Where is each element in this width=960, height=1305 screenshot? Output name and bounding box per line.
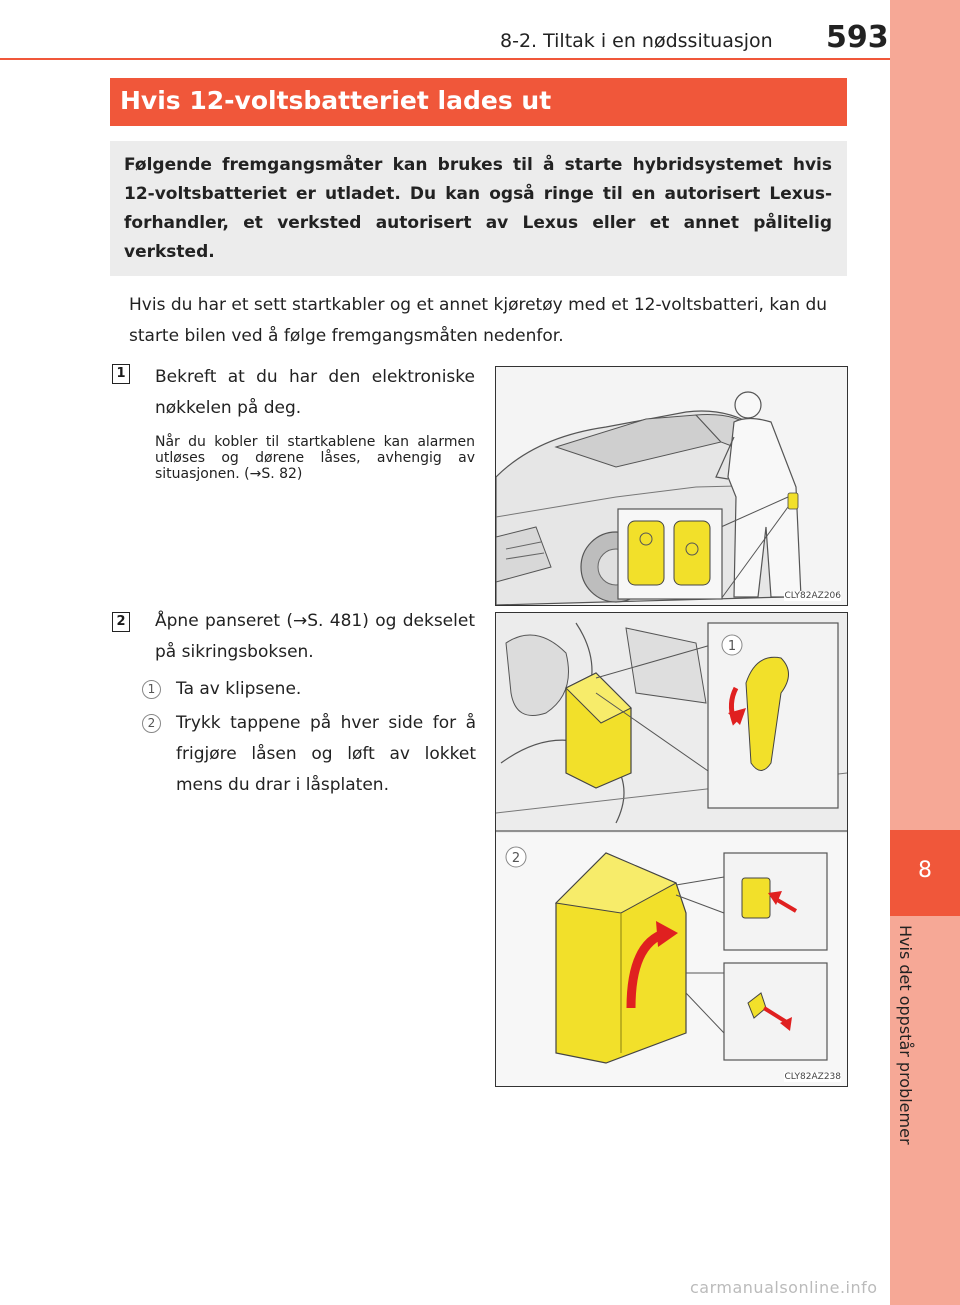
step-1-note: Når du kobler til startkablene kan alarmen utløses og dørene låses, avhengig av situasjonen. (→S. 82) [155,434,475,482]
substep-1-marker: 1 [142,680,161,699]
inset-2-number: 2 [511,851,521,866]
figure-code: CLY82AZ238 [784,1072,841,1082]
inset-1-number: 1 [727,639,737,654]
section-heading [110,78,847,126]
watermark[interactable]: carmanualsonline.info [690,1278,878,1297]
chapter-label: Hvis det oppstår problemer [896,925,915,1145]
step-1-badge: 1 [112,364,130,384]
substep-2-text: Trykk tappene på hver side for å frigjøre låsen og løft av lokket mens du drar i låsplaten. [176,713,476,795]
body-paragraph: Hvis du har et sett startkabler og et annet kjøretøy med et 12-voltsbatteri, kan du starte bilen ved å følge fremgangsmåten nedenfor. [129,295,828,346]
header-rule [0,58,890,60]
step-2-text: Åpne panseret (→S. 481) og dekselet på sikringsboksen. [155,611,475,662]
step-1-text: Bekreft at du har den elektroniske nøkkelen på deg. [155,367,475,418]
intro-text: Følgende fremgangsmåter kan brukes til å starte hybridsystemet hvis 12-voltsbatteriet er utladet. Du kan også ringe til en autorisert Lexus-forhandler, et verksted autorisert av Lexus eller et annet pålitelig verksted. [124,155,832,262]
chapter-label-container [897,925,917,1165]
section-heading-text: Hvis 12-voltsbatteriet lades ut [120,86,552,115]
chapter-number: 8 [918,858,932,883]
substep-1-text: Ta av klipsene. [176,679,302,699]
chapter-tab[interactable] [890,830,960,916]
page-number: 593 [826,20,889,55]
fuse-box-illustration [496,613,847,1086]
figure-fuse-box [495,612,848,1087]
car-key-illustration [496,367,847,605]
section-title: 8-2. Tiltak i en nødssituasjon [500,30,773,52]
substep-2-marker: 2 [142,714,161,733]
intro-box [110,141,847,276]
figure-key-check [495,366,848,606]
figure-code: CLY82AZ206 [784,591,841,601]
step-2-badge: 2 [112,612,130,632]
